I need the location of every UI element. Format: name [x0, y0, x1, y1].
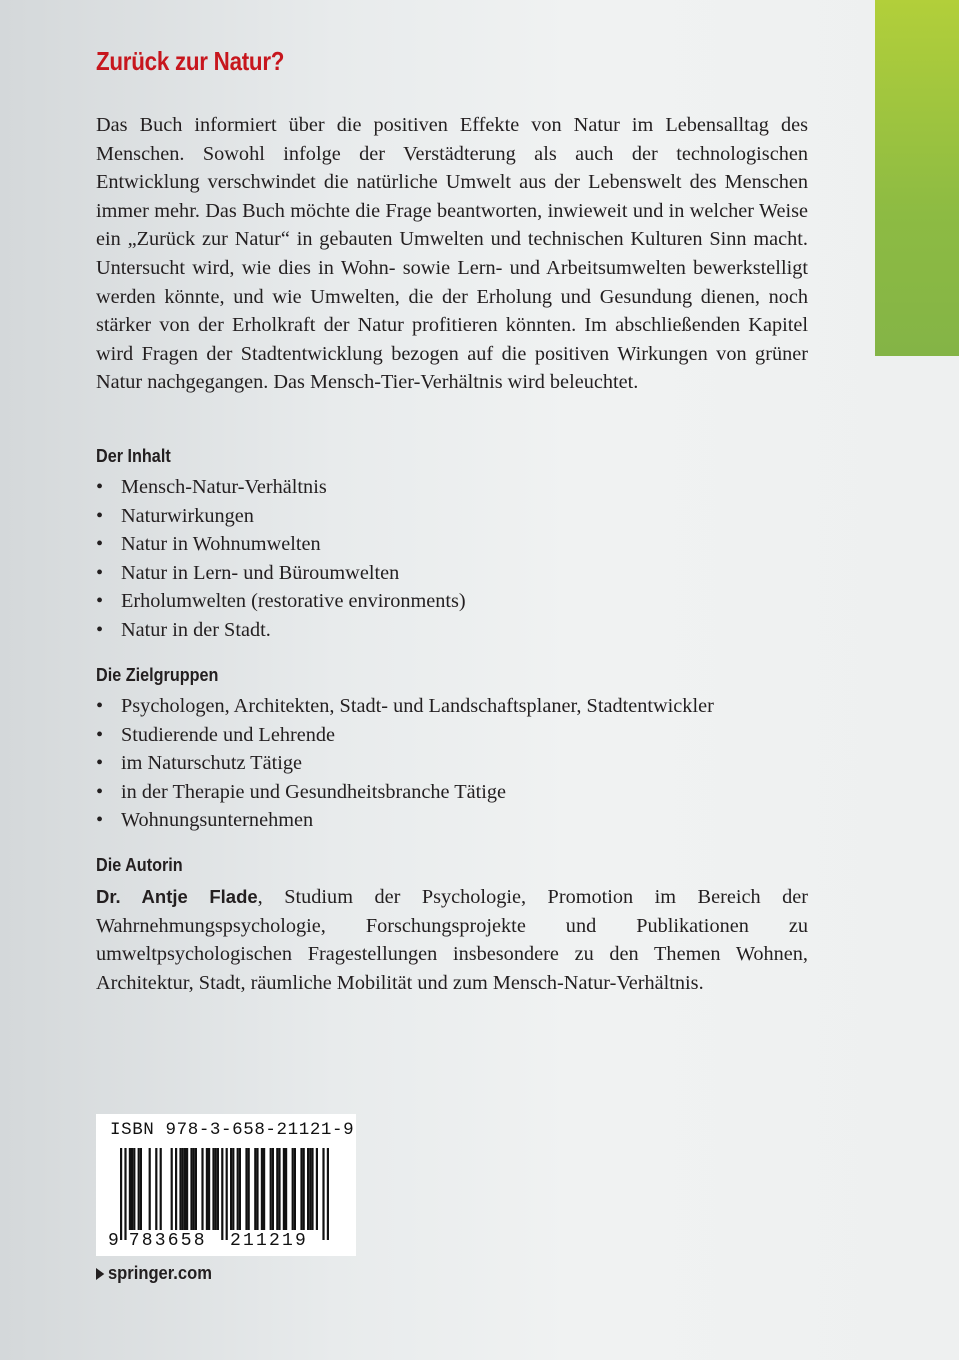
- barcode-bar: [239, 1148, 241, 1230]
- barcode-bar: [272, 1148, 274, 1230]
- author-bio-text: , Studium der Psychologie, Promotion im Bereich der Wahrnehmungspsychologie, Forschungsprojekte und Publikationen zu umweltpsychologischen Fragestellungen insbesondere zu den Themen Wohnen, Architektur, Stadt, räumliche Mobilität und zum Mensch-Natur-Verhältnis.: [96, 886, 808, 994]
- barcode-bar: [232, 1148, 234, 1230]
- barcode-bar: [327, 1148, 329, 1240]
- barcode-left-digits: 783658: [128, 1231, 207, 1251]
- barcode-bar: [276, 1148, 278, 1230]
- author-bio: [96, 883, 808, 997]
- barcode-bar: [160, 1148, 162, 1230]
- barcode-bar: [182, 1148, 184, 1230]
- barcode-bar: [245, 1148, 247, 1230]
- barcode-bars: [96, 1114, 356, 1256]
- accent-color-bar: [875, 0, 959, 356]
- barcode-bar: [270, 1148, 272, 1230]
- isbn-barcode: [96, 1114, 356, 1256]
- list-item: • Natur in der Stadt.: [96, 618, 271, 641]
- barcode-bar: [206, 1148, 208, 1230]
- arrow-right-icon: [96, 1268, 104, 1280]
- barcode-bar: [254, 1148, 256, 1230]
- barcode-bar: [256, 1148, 258, 1230]
- barcode-bar: [300, 1148, 302, 1230]
- barcode-first-digit: 9: [108, 1231, 122, 1251]
- barcode-bar: [230, 1148, 232, 1230]
- contents-heading: Der Inhalt: [96, 446, 171, 466]
- barcode-bar: [212, 1148, 214, 1230]
- publisher-link[interactable]: [96, 1263, 212, 1284]
- barcode-bar: [309, 1148, 311, 1230]
- barcode-bar: [278, 1148, 280, 1230]
- list-item: • im Naturschutz Tätige: [96, 752, 302, 775]
- list-item: • Naturwirkungen: [96, 504, 254, 527]
- barcode-bar: [179, 1148, 181, 1230]
- barcode-bar: [322, 1148, 324, 1240]
- barcode-bar: [138, 1148, 140, 1230]
- isbn-label: ISBN 978-3-658-21121-9: [110, 1120, 355, 1140]
- barcode-bar: [133, 1148, 135, 1230]
- barcode-bar: [311, 1148, 313, 1230]
- barcode-bar: [155, 1148, 157, 1230]
- barcode-bar: [124, 1148, 126, 1240]
- barcode-bar: [190, 1148, 192, 1230]
- barcode-bar: [237, 1148, 239, 1230]
- barcode-bar: [221, 1148, 223, 1240]
- barcode-bar: [171, 1148, 173, 1230]
- barcode-bar: [292, 1148, 294, 1230]
- intro-paragraph: Das Buch informiert über die positiven Effekte von Natur im Lebensalltag des Menschen. Sowohl infolge der Verstädterung als auch der technologischen Entwicklung verschwindet die natürliche Umwelt aus der Lebenswelt des Menschen immer mehr. Das Buch möchte die Frage beantworten, inwieweit und in welcher Weise ein „Zurück zur Natur“ in gebauten Umwelten und technischen Kulturen Sinn macht. Untersucht wird, wie dies in Wohn- sowie Lern- und Arbeitsumwelten bewerkstelligt werden könnte, und wie Umwelten, die der Erholung und Gesundung dienen, noch stärker von der Erholkraft der Natur profitieren könnten. Im abschließenden Kapitel wird Fragen der Stadtentwicklung bezogen auf die positiven Wirkungen von grüner Natur nachgegangen. Das Mensch-Tier-Verhältnis wird beleuchtet.: [96, 114, 808, 394]
- barcode-bar: [217, 1148, 219, 1230]
- list-item: • Mensch-Natur-Verhältnis: [96, 476, 327, 498]
- barcode-bar: [215, 1148, 217, 1230]
- audience-list: [96, 692, 808, 835]
- list-item: • Wohnungsunternehmen: [96, 809, 314, 832]
- barcode-bar: [208, 1148, 210, 1230]
- contents-list: [96, 473, 808, 645]
- barcode-bar: [263, 1148, 265, 1230]
- barcode-bar: [193, 1148, 195, 1230]
- audience-heading: Die Zielgruppen: [96, 665, 219, 685]
- barcode-bar: [294, 1148, 296, 1230]
- author-name: Dr. Antje Flade: [96, 886, 258, 907]
- barcode-bar: [120, 1148, 122, 1240]
- barcode-bar: [307, 1148, 309, 1230]
- publisher-link-text: springer.com: [107, 1263, 212, 1283]
- barcode-bar: [285, 1148, 287, 1230]
- list-item: • Natur in Lern- und Büroumwelten: [96, 561, 400, 584]
- barcode-bar: [261, 1148, 263, 1230]
- list-item: • Natur in Wohnumwelten: [96, 533, 321, 556]
- barcode-bar: [175, 1148, 177, 1230]
- barcode-bar: [201, 1148, 203, 1230]
- barcode-right-digits: 211219: [230, 1231, 309, 1251]
- list-item: • in der Therapie und Gesundheitsbranche Tätige: [96, 780, 507, 803]
- page-title: Zurück zur Natur?: [96, 46, 285, 76]
- barcode-bar: [140, 1148, 142, 1230]
- barcode-bar: [195, 1148, 197, 1230]
- barcode-bar: [303, 1148, 305, 1230]
- barcode-bar: [149, 1148, 151, 1230]
- barcode-bar: [283, 1148, 285, 1230]
- author-heading: Die Autorin: [96, 855, 183, 875]
- barcode-bar: [316, 1148, 318, 1230]
- barcode-bar: [131, 1148, 133, 1230]
- barcode-bar: [248, 1148, 250, 1230]
- barcode-bar: [226, 1148, 228, 1240]
- barcode-bar: [129, 1148, 131, 1230]
- barcode-bar: [186, 1148, 188, 1230]
- barcode-bar: [184, 1148, 186, 1230]
- list-item: • Studierende und Lehrende: [96, 723, 336, 746]
- list-item: • Psychologen, Architekten, Stadt- und Landschaftsplaner, Stadtentwickler: [96, 695, 714, 717]
- list-item: • Erholumwelten (restorative environments): [96, 590, 466, 613]
